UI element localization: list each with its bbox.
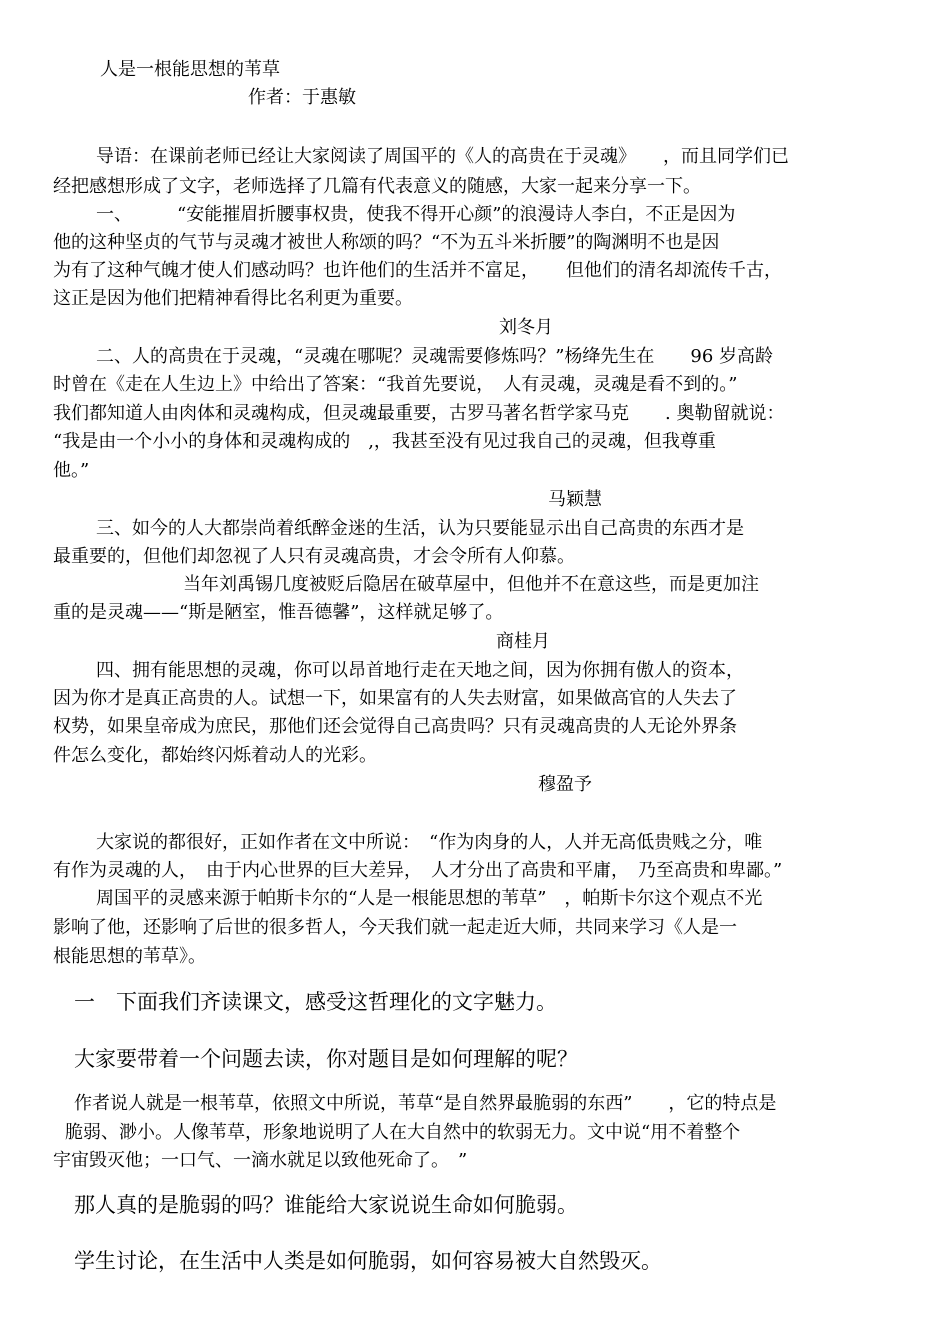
- discussion-line: 学生讨论，在生活中人类是如何脆弱，如何容易被大自然毁灭。: [74, 1249, 662, 1273]
- document-author: 作者：于惠敏: [248, 87, 356, 108]
- essay4-line-4: 件怎么变化，都始终闪烁着动人的光彩。: [53, 745, 377, 766]
- answer-line-2: 脆弱、渺小。人像苇草，形象地说明了人在大自然中的软弱无力。文中说“用不着整个: [65, 1122, 741, 1143]
- summary-line-1: 大家说的都很好，正如作者在文中所说： “作为肉身的人，人并无高低贵贱之分，唯: [96, 832, 763, 853]
- essay3-line-4: 重的是灵魂——“斯是陋室，惟吾德馨”，这样就足够了。: [53, 602, 504, 623]
- summary-line-5: 根能思想的苇草》。: [53, 946, 206, 967]
- essay2-line-2: 时曾在《走在人生边上》中给出了答案：“我首先要说， 人有灵魂，灵魂是看不到的。”: [53, 374, 738, 395]
- intro-line-1: 导语：在课前老师已经让大家阅读了周国平的《人的高贵在于灵魂》 ，而且同学们已: [96, 146, 789, 167]
- question-heading: 大家要带着一个问题去读，你对题目是如何理解的呢？: [74, 1047, 578, 1071]
- essay3-author: 商桂月: [496, 631, 550, 652]
- summary-line-2: 有作为灵魂的人， 由于内心世界的巨大差异， 人才分出了高贵和平庸， 乃至高贵和卑鄙。”: [53, 860, 783, 881]
- essay4-line-3: 权势，如果皇帝成为庶民，那他们还会觉得自己高贵吗？只有灵魂高贵的人无论外界条: [53, 716, 737, 737]
- essay3-line-3: 当年刘禹锡几度被贬后隐居在破草屋中，但他并不在意这些，而是更加注: [183, 574, 759, 595]
- essay4-line-2: 因为你才是真正高贵的人。试想一下，如果富有的人失去财富，如果做高官的人失去了: [53, 688, 737, 709]
- essay1-line-2: 他的这种坚贞的气节与灵魂才被世人称颂的吗？“不为五斗米折腰”的陶渊明不也是因: [53, 232, 720, 253]
- essay2-author: 马颖慧: [548, 489, 602, 510]
- essay3-line-2: 最重要的，但他们却忽视了人只有灵魂高贵，才会令所有人仰慕。: [53, 546, 575, 567]
- essay3-line-1: 三、如今的人大都崇尚着纸醉金迷的生活，认为只要能显示出自己高贵的东西才是: [96, 518, 744, 539]
- essay2-line-1: 二、人的高贵在于灵魂，“灵魂在哪呢？灵魂需要修炼吗？”杨绛先生在 96 岁高龄: [96, 346, 774, 367]
- essay2-line-3: 我们都知道人由肉体和灵魂构成，但灵魂最重要，古罗马著名哲学家马克 . 奥勒留就说：: [53, 403, 785, 424]
- essay1-line-3: 为有了这种气魄才使人们感动吗？也许他们的生活并不富足， 但他们的清名却流传千古，: [53, 260, 782, 281]
- summary-line-4: 影响了他，还影响了后世的很多哲人，今天我们就一起走近大师，共同来学习《人是一: [53, 917, 737, 938]
- essay4-author: 穆盈予: [538, 774, 592, 795]
- essay2-line-4: “我是由一个小小的身体和灵魂构成的 ,，我甚至没有见过我自己的灵魂，但我尊重: [53, 431, 716, 452]
- essay2-line-5: 他。”: [53, 460, 90, 481]
- essay4-line-1: 四、拥有能思想的灵魂，你可以昂首地行走在天地之间，因为你拥有傲人的资本，: [96, 660, 744, 681]
- essay1-line-4: 这正是因为他们把精神看得比名利更为重要。: [53, 288, 413, 309]
- essay1-line-1: 一、 “安能摧眉折腰事权贵，使我不得开心颜”的浪漫诗人李白，不正是因为: [96, 204, 736, 225]
- answer-line-1: 作者说人就是一根苇草，依照文中所说，苇草“是自然界最脆弱的东西” ，它的特点是: [74, 1093, 777, 1114]
- essay1-author: 刘冬月: [499, 317, 553, 338]
- intro-line-2: 经把感想形成了文字，老师选择了几篇有代表意义的随感，大家一起来分享一下。: [53, 176, 701, 197]
- summary-line-3: 周国平的灵感来源于帕斯卡尔的“人是一根能思想的苇草” ，帕斯卡尔这个观点不光: [96, 888, 763, 909]
- document-title: 人是一根能思想的苇草: [100, 59, 280, 80]
- answer-line-3: 宇宙毁灭他；一口气、一滴水就足以致他死命了。 ”: [53, 1150, 468, 1171]
- step-one-heading: 一 下面我们齐读课文，感受这哲理化的文字魅力。: [74, 990, 557, 1014]
- followup-question: 那人真的是脆弱的吗？谁能给大家说说生命如何脆弱。: [74, 1193, 578, 1217]
